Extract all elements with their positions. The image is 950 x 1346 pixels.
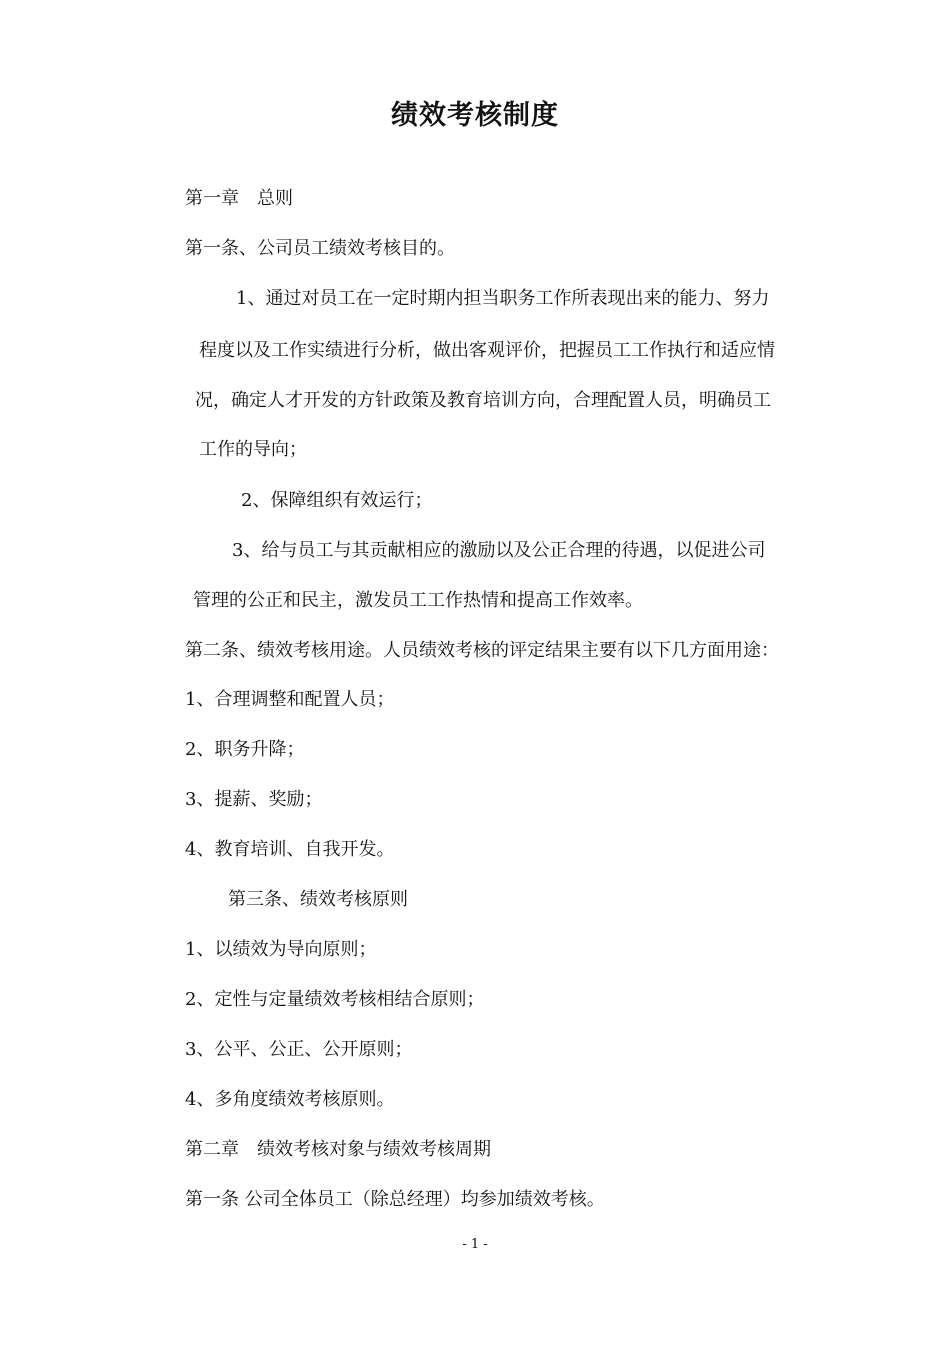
paragraph-line: 工作的导向；	[199, 439, 307, 460]
page-number: - 1 -	[462, 1237, 488, 1252]
article-heading: 第一条 公司全体员工（除总经理）均参加绩效考核。	[185, 1189, 605, 1210]
list-item: 4、多角度绩效考核原则。	[185, 1089, 395, 1110]
paragraph-line: 1、通过对员工在一定时期内担当职务工作所表现出来的能力、努力	[236, 288, 770, 309]
chapter-1-heading: 第一章 总则	[185, 188, 293, 209]
paragraph-line: 管理的公正和民主，激发员工工作热情和提高工作效率。	[193, 590, 643, 611]
article-3-heading: 第三条、绩效考核原则	[228, 889, 408, 910]
paragraph-line: 程度以及工作实绩进行分析，做出客观评价，把握员工工作执行和适应情	[199, 340, 775, 361]
list-item: 3、公平、公正、公开原则；	[185, 1039, 413, 1060]
chapter-2-heading: 第二章 绩效考核对象与绩效考核周期	[185, 1139, 491, 1160]
paragraph-line: 况，确定人才开发的方针政策及教育培训方向，合理配置人员，明确员工	[195, 390, 771, 411]
article-2-heading: 第二条、绩效考核用途。人员绩效考核的评定结果主要有以下几方面用途：	[185, 640, 779, 661]
list-item: 1、以绩效为导向原则；	[185, 939, 377, 960]
document-title: 绩效考核制度	[391, 100, 559, 131]
paragraph-line: 3、给与员工与其贡献相应的激励以及公正合理的待遇，以促进公司	[232, 540, 766, 561]
list-item: 2、职务升降；	[185, 739, 305, 760]
list-item: 4、教育培训、自我开发。	[185, 839, 395, 860]
list-item: 2、定性与定量绩效考核相结合原则；	[185, 989, 485, 1010]
list-item: 3、提薪、奖励；	[185, 789, 323, 810]
article-1-heading: 第一条、公司员工绩效考核目的。	[185, 238, 455, 259]
list-item: 2、保障组织有效运行；	[241, 490, 433, 511]
list-item: 1、合理调整和配置人员；	[185, 689, 395, 710]
